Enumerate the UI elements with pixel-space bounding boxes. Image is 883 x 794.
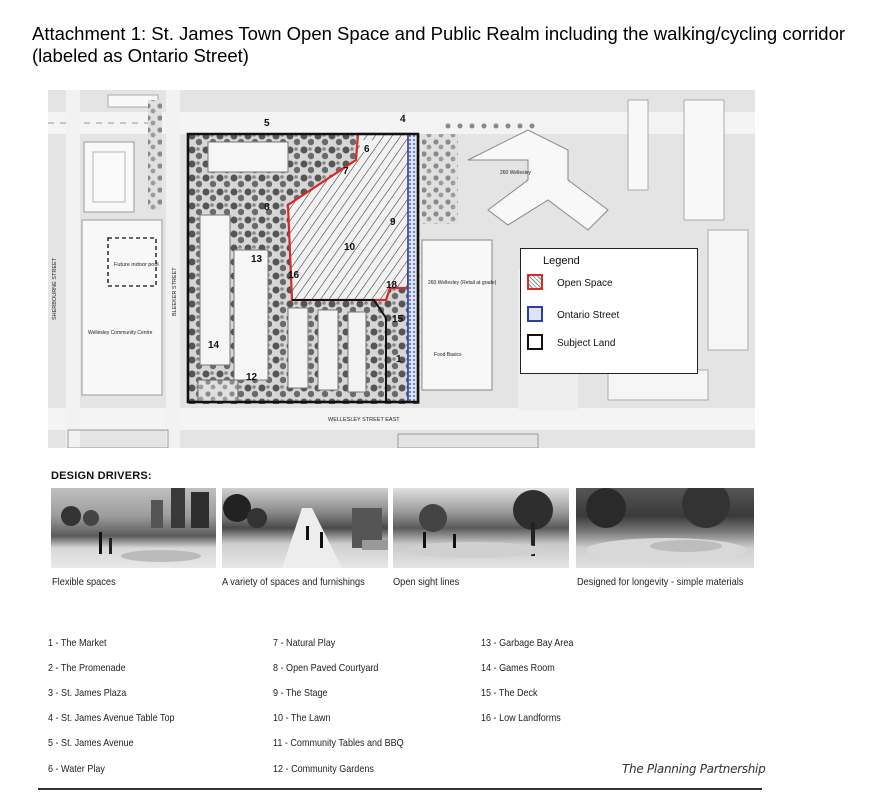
marker-15: 15: [392, 314, 404, 325]
photo-open-sight-lines: [393, 488, 569, 568]
key-item: 1 - The Market: [48, 637, 107, 649]
caption-flexible-spaces: Flexible spaces: [52, 576, 116, 588]
future-pool-label: Future indoor pool: [114, 262, 159, 268]
food-basics-label: Food Basics: [434, 352, 462, 358]
photo-flexible-spaces: [51, 488, 216, 568]
legend-title: Legend: [543, 255, 580, 267]
legend-item-open-space: [557, 278, 613, 289]
caption-open-sight-lines: Open sight lines: [393, 576, 460, 588]
marker-16: 16: [288, 270, 300, 281]
key-item: 10 - The Lawn: [273, 712, 331, 724]
marker-4: 4: [400, 114, 406, 125]
open-space-swatch: [527, 274, 543, 290]
key-item: 16 - Low Landforms: [481, 712, 561, 724]
photo-flexible-spaces-art: [51, 488, 216, 568]
legend-label: Open Space: [557, 278, 613, 289]
marker-6: 6: [364, 144, 370, 155]
key-item: 3 - St. James Plaza: [48, 687, 127, 699]
marker-1: 1: [396, 354, 402, 365]
key-item: 15 - The Deck: [481, 687, 538, 699]
key-item: 6 - Water Play: [48, 763, 105, 775]
marker-5: 5: [264, 118, 270, 129]
design-drivers-heading: DESIGN DRIVERS:: [51, 470, 152, 482]
legend-item-ontario-street: [557, 310, 619, 321]
key-item: 11 - Community Tables and BBQ: [273, 737, 404, 749]
marker-13: 13: [251, 254, 263, 265]
subject-land-swatch: [527, 334, 543, 350]
legend-label: Subject Land: [557, 338, 616, 349]
key-item: 8 - Open Paved Courtyard: [273, 662, 379, 674]
photo-variety-of-spaces: [222, 488, 388, 568]
marker-11: 18: [386, 280, 398, 291]
key-item: 7 - Natural Play: [273, 637, 336, 649]
map-legend: [520, 248, 698, 374]
legend-item-subject-land: [557, 338, 615, 349]
credit-line: The Planning Partnership: [622, 762, 766, 776]
wellesley-260-label: 260 Wellesley: [500, 170, 532, 176]
sherbourne-street-label: SHERBOURNE STREET: [52, 257, 58, 320]
community-centre-label: Wellesley Community Centre: [88, 330, 153, 336]
bleeker-street-label: BLEEKER STREET: [172, 267, 178, 316]
caption-designed-for-longevity: Designed for longevity - simple materials: [577, 576, 744, 588]
legend-label: Ontario Street: [557, 310, 620, 321]
key-item: 2 - The Promenade: [48, 662, 126, 674]
photo-designed-for-longevity-art: [576, 488, 754, 568]
key-item: 9 - The Stage: [273, 687, 328, 699]
wellesley-260-retail-label: 260 Wellesley (Retail at grade): [428, 280, 497, 286]
key-item: 12 - Community Gardens: [273, 763, 374, 775]
photo-designed-for-longevity: [576, 488, 754, 568]
wellesley-street-label: WELLESLEY STREET EAST: [328, 417, 400, 423]
marker-12: 12: [246, 372, 258, 383]
document-title: Attachment 1: St. James Town Open Space and Public Realm including the walking/cycling corridor (labeled as Ontario Street): [32, 23, 846, 66]
bottom-divider: [38, 788, 762, 790]
marker-10: 10: [344, 242, 356, 253]
photo-open-sight-lines-art: [393, 488, 569, 568]
key-item: 4 - St. James Avenue Table Top: [48, 712, 175, 724]
photo-variety-of-spaces-art: [222, 488, 388, 568]
key-item: 5 - St. James Avenue: [48, 737, 134, 749]
marker-7: 7: [343, 166, 349, 177]
caption-variety-of-spaces: A variety of spaces and furnishings: [222, 576, 365, 588]
ontario-street-swatch: [527, 306, 543, 322]
marker-9: 9: [390, 217, 396, 228]
key-item: 14 - Games Room: [481, 662, 555, 674]
marker-14: 14: [208, 340, 220, 351]
key-item: 13 - Garbage Bay Area: [481, 637, 574, 649]
marker-8: 8: [264, 202, 270, 213]
